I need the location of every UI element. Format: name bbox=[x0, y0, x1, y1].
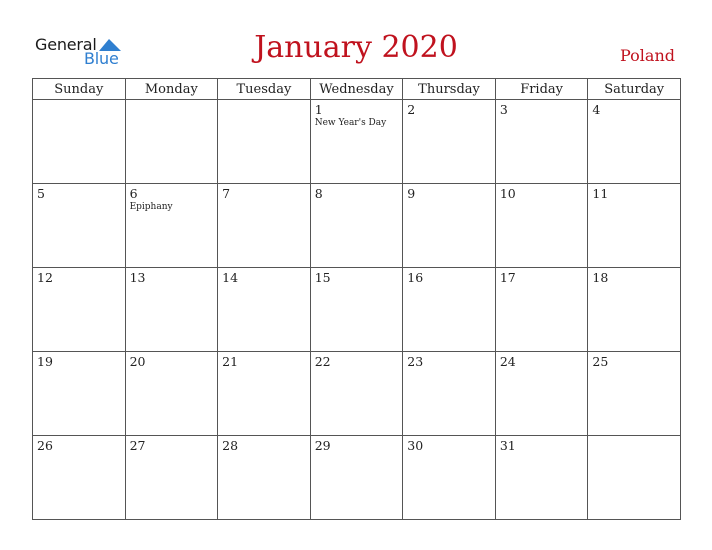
day-number: 29 bbox=[314, 438, 331, 453]
day-cell bbox=[403, 184, 496, 268]
day-number: 11 bbox=[592, 186, 609, 201]
week-row bbox=[33, 184, 681, 268]
day-cell bbox=[125, 268, 218, 352]
day-cell bbox=[125, 352, 218, 436]
day-cell bbox=[125, 100, 218, 184]
day-number: 18 bbox=[592, 270, 609, 285]
day-number: 7 bbox=[222, 186, 231, 201]
day-cell bbox=[495, 184, 588, 268]
brand-word-general: General bbox=[35, 35, 97, 54]
day-number: 10 bbox=[499, 186, 516, 201]
day-cell bbox=[403, 436, 496, 520]
day-cell bbox=[310, 268, 403, 352]
day-cell bbox=[495, 268, 588, 352]
calendar-grid bbox=[32, 78, 681, 520]
weekday-header: Sunday bbox=[33, 79, 126, 100]
day-number: 3 bbox=[499, 102, 508, 117]
day-number: 19 bbox=[37, 354, 53, 369]
weekday-header: Friday bbox=[495, 79, 588, 100]
day-number: 13 bbox=[129, 270, 146, 285]
day-number: 27 bbox=[129, 438, 146, 453]
day-number: 15 bbox=[314, 270, 331, 285]
day-number: 12 bbox=[37, 270, 53, 285]
day-cell bbox=[218, 268, 311, 352]
day-number: 31 bbox=[499, 438, 516, 453]
day-cell bbox=[33, 184, 126, 268]
day-number: 30 bbox=[407, 438, 424, 453]
week-row bbox=[33, 436, 681, 520]
day-cell bbox=[495, 100, 588, 184]
day-cell bbox=[218, 352, 311, 436]
day-cell bbox=[403, 100, 496, 184]
day-cell bbox=[33, 436, 126, 520]
day-number: 23 bbox=[407, 354, 424, 369]
day-number: 28 bbox=[222, 438, 239, 453]
day-number: 17 bbox=[499, 270, 516, 285]
weekday-header-row bbox=[33, 79, 681, 100]
holiday-label: Epiphany bbox=[129, 202, 173, 212]
day-number: 22 bbox=[314, 354, 331, 369]
holiday-label: New Year's Day bbox=[314, 118, 387, 128]
day-cell bbox=[310, 436, 403, 520]
week-row bbox=[33, 100, 681, 184]
day-cell bbox=[125, 184, 218, 268]
day-number: 9 bbox=[407, 186, 416, 201]
day-cell bbox=[33, 100, 126, 184]
day-cell bbox=[218, 184, 311, 268]
day-cell bbox=[310, 184, 403, 268]
day-cell bbox=[403, 352, 496, 436]
day-cell bbox=[495, 436, 588, 520]
day-number: 20 bbox=[129, 354, 146, 369]
day-number: 21 bbox=[222, 354, 239, 369]
day-cell bbox=[218, 100, 311, 184]
weekday-header: Thursday bbox=[403, 79, 496, 100]
day-cell bbox=[403, 268, 496, 352]
weekday-header: Wednesday bbox=[310, 79, 403, 100]
week-row bbox=[33, 268, 681, 352]
weekday-header: Tuesday bbox=[218, 79, 311, 100]
day-cell bbox=[588, 436, 681, 520]
day-cell bbox=[588, 184, 681, 268]
page-title: January 2020 bbox=[254, 30, 458, 65]
country-label: Poland bbox=[620, 46, 675, 65]
day-number: 6 bbox=[129, 186, 138, 201]
weekday-header: Saturday bbox=[588, 79, 681, 100]
day-number: 25 bbox=[592, 354, 609, 369]
day-cell bbox=[33, 352, 126, 436]
week-row bbox=[33, 352, 681, 436]
day-cell bbox=[310, 352, 403, 436]
brand-word-blue: Blue bbox=[84, 49, 119, 68]
day-cell bbox=[588, 352, 681, 436]
day-number: 1 bbox=[314, 102, 323, 117]
day-number: 5 bbox=[37, 186, 45, 201]
day-cell bbox=[588, 100, 681, 184]
day-cell bbox=[33, 268, 126, 352]
day-cell bbox=[588, 268, 681, 352]
day-number: 2 bbox=[407, 102, 416, 117]
weekday-header: Monday bbox=[125, 79, 218, 100]
day-number: 24 bbox=[499, 354, 516, 369]
day-cell bbox=[125, 436, 218, 520]
day-cell bbox=[218, 436, 311, 520]
day-number: 8 bbox=[314, 186, 323, 201]
day-number: 4 bbox=[592, 102, 601, 117]
day-number: 16 bbox=[407, 270, 424, 285]
day-cell bbox=[310, 100, 403, 184]
day-number: 26 bbox=[37, 438, 53, 453]
day-number: 14 bbox=[222, 270, 239, 285]
day-cell bbox=[495, 352, 588, 436]
